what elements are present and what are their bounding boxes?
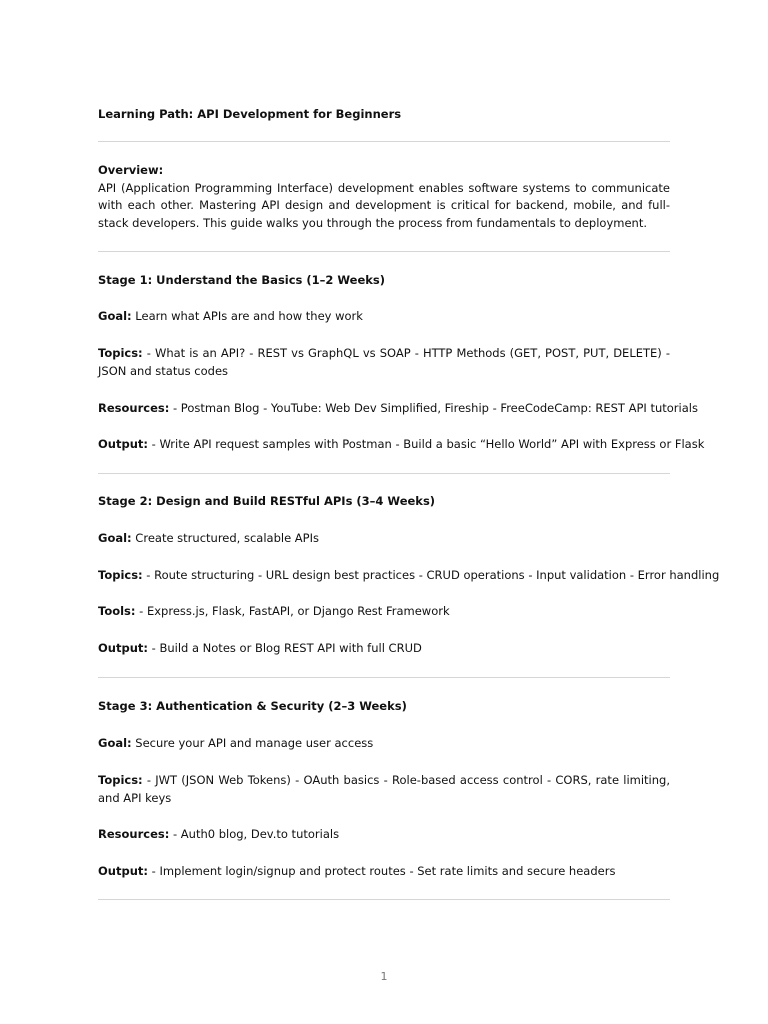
stage3-resources [98, 826, 670, 844]
topics-label: Topics: [98, 346, 143, 360]
stage3-goal [98, 735, 670, 753]
goal-text: Learn what APIs are and how they work [131, 309, 363, 323]
stage1-topics [98, 345, 670, 380]
goal-label: Goal: [98, 309, 132, 323]
document-title: Learning Path: API Development for Beginners [98, 107, 402, 121]
tools-text: - Express.js, Flask, FastAPI, or Django Rest Framework [135, 604, 450, 618]
goal-label: Goal: [98, 736, 132, 750]
divider [98, 899, 670, 900]
divider [98, 251, 670, 252]
resources-text: - Auth0 blog, Dev.to tutorials [169, 827, 340, 841]
output-label: Output: [98, 437, 148, 451]
resources-label: Resources: [98, 401, 170, 415]
stage2-topics [98, 567, 720, 585]
tools-label: Tools: [98, 604, 136, 618]
stage3-heading: Stage 3: Authentication & Security (2–3 Weeks) [98, 699, 407, 713]
divider [98, 141, 670, 142]
stage1-goal [98, 308, 670, 326]
stage3-topics [98, 772, 670, 807]
output-label: Output: [98, 864, 148, 878]
topics-text: - What is an API? - REST vs GraphQL vs SOAP - HTTP Methods (GET, POST, PUT, DELETE) - JSON and status codes [98, 346, 670, 378]
stage1-heading: Stage 1: Understand the Basics (1–2 Weeks) [98, 273, 386, 287]
page-number: 1 [380, 970, 388, 983]
topics-text: - Route structuring - URL design best practices - CRUD operations - Input validation - Error handling [142, 568, 720, 582]
output-text: - Implement login/signup and protect routes - Set rate limits and secure headers [147, 864, 616, 878]
topics-text: - JWT (JSON Web Tokens) - OAuth basics - Role-based access control - CORS, rate limiting, and API keys [98, 773, 670, 805]
goal-text: Create structured, scalable APIs [131, 531, 319, 545]
topics-label: Topics: [98, 568, 143, 582]
output-text: - Write API request samples with Postman - Build a basic “Hello World” API with Express or Flask [147, 437, 705, 451]
divider [98, 677, 670, 678]
stage2-heading: Stage 2: Design and Build RESTful APIs (3–4 Weeks) [98, 494, 436, 508]
stage2-goal [98, 530, 670, 548]
stage1-output [98, 436, 705, 454]
stage3-output [98, 863, 670, 881]
resources-text: - Postman Blog - YouTube: Web Dev Simplified, Fireship - FreeCodeCamp: REST API tutorials [169, 401, 698, 415]
goal-label: Goal: [98, 531, 132, 545]
divider [98, 473, 670, 474]
overview-text: API (Application Programming Interface) development enables software systems to communicate with each other. Mastering API design and development is critical for backend, mobile, and full-stack developers. This guide walks you through the process from fundamentals to deployment. [98, 180, 670, 230]
goal-text: Secure your API and manage user access [131, 736, 374, 750]
overview-section [98, 162, 670, 232]
output-label: Output: [98, 641, 148, 655]
output-text: - Build a Notes or Blog REST API with full CRUD [147, 641, 422, 655]
stage2-output [98, 640, 670, 658]
resources-label: Resources: [98, 827, 170, 841]
stage2-tools [98, 603, 670, 621]
stage1-resources [98, 400, 698, 418]
overview-heading: Overview: [98, 163, 164, 177]
topics-label: Topics: [98, 773, 143, 787]
